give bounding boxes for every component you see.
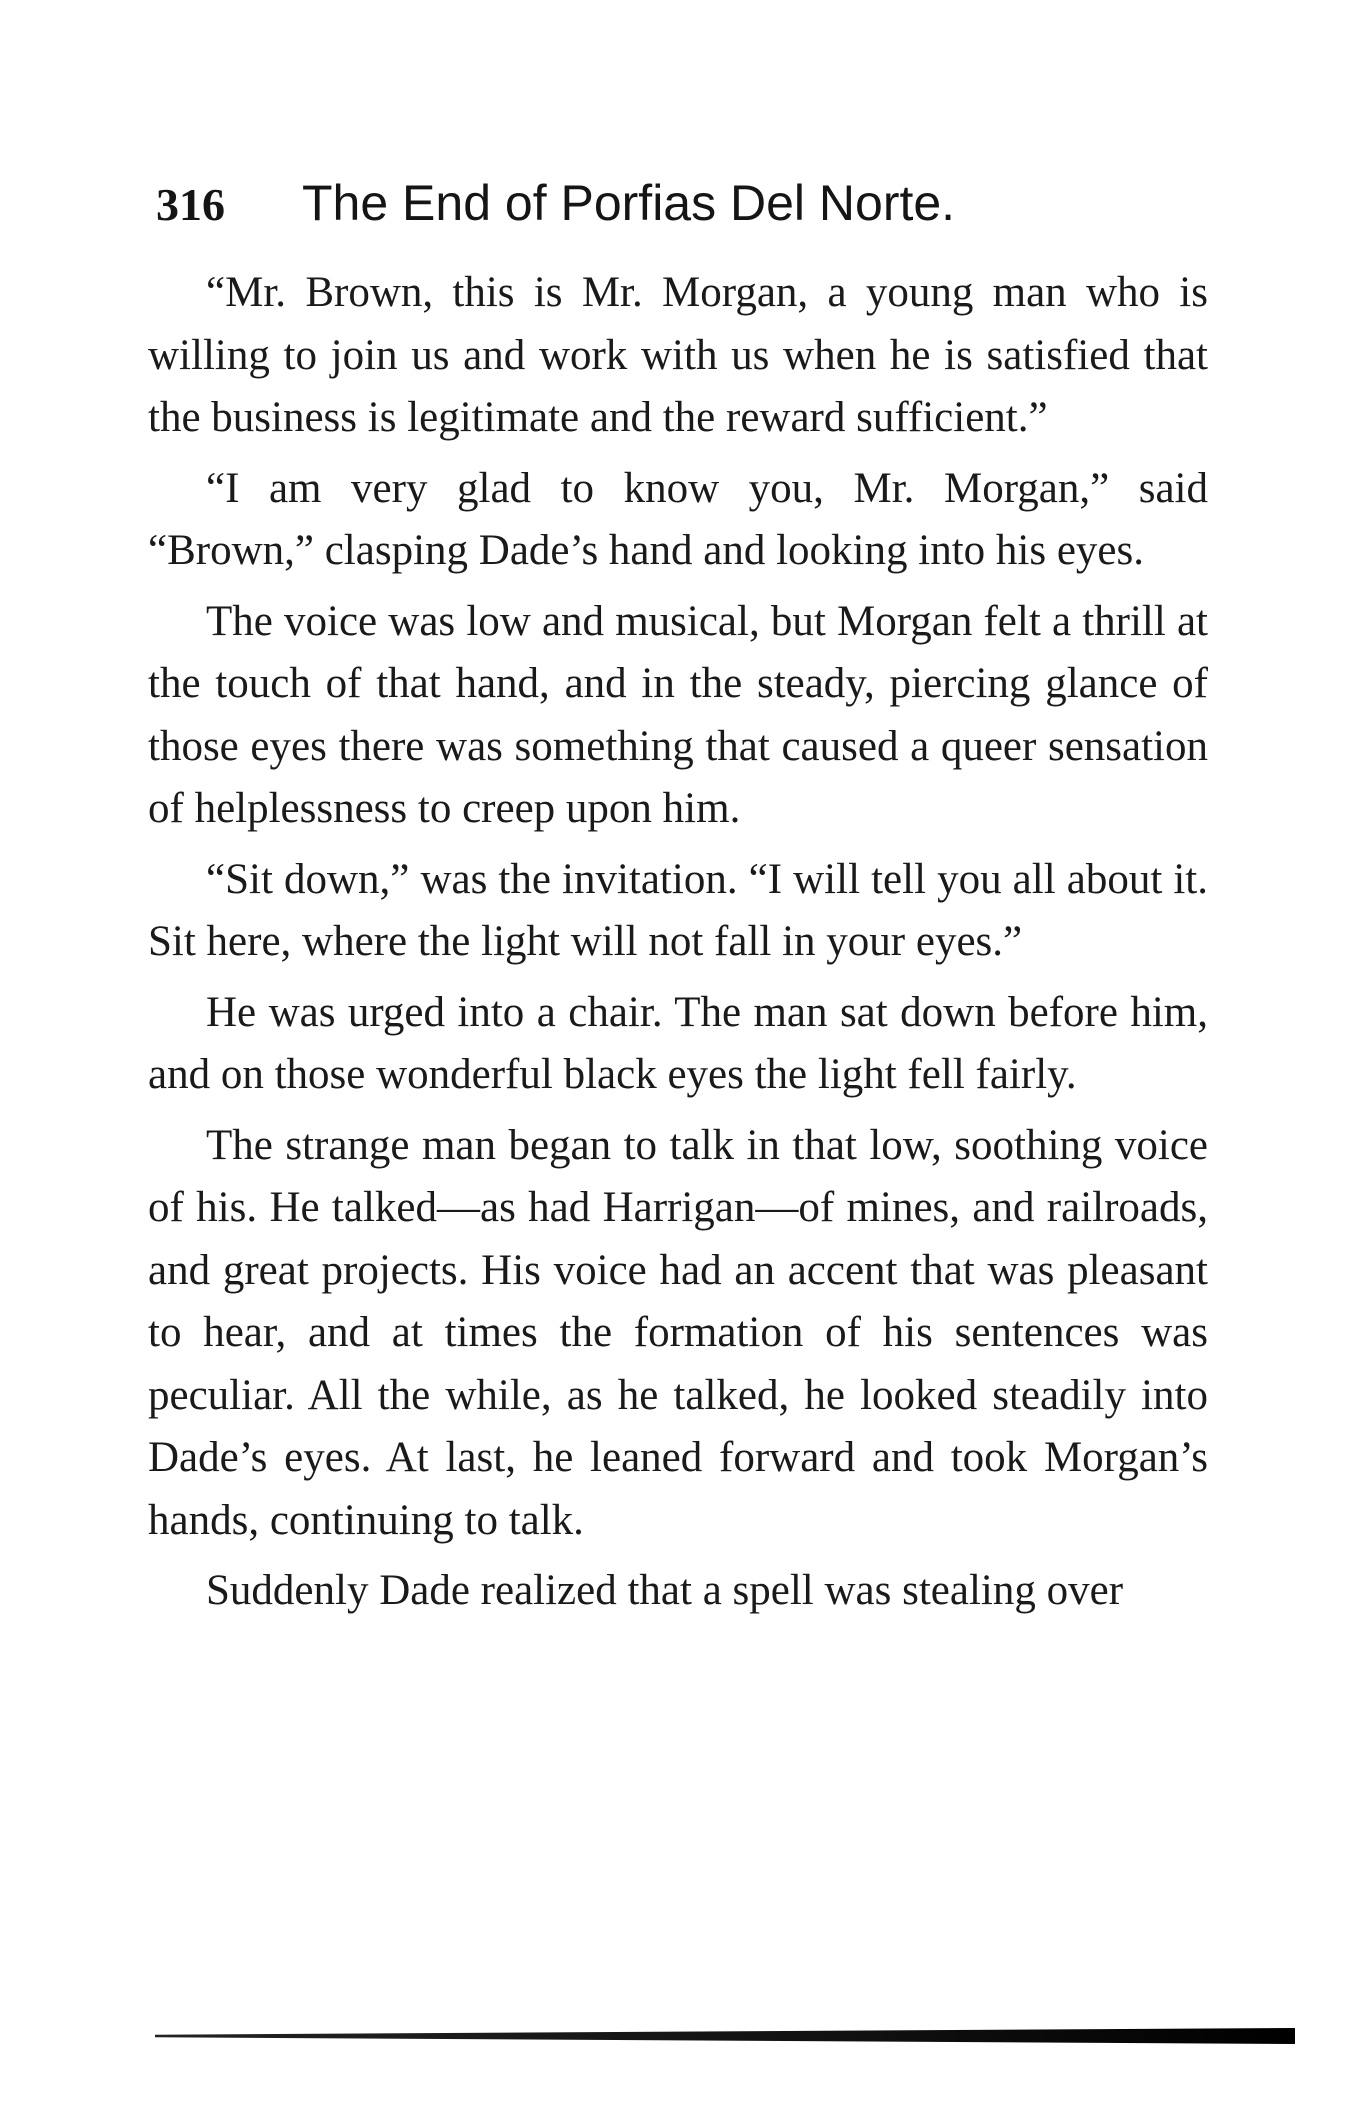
paragraph-voice: The voice was low and musical, but Morgan felt a thrill at the touch of that hand, and in the steady, piercing glance of those eyes there was something that caused a queer sensation of helplessness to creep upon him. <box>148 597 1208 832</box>
paragraph-invitation: “Sit down,” was the invitation. “I will tell you all about it. Sit here, where the light will not fall in your eyes.” <box>148 855 1208 965</box>
running-head <box>156 168 1216 238</box>
paragraph-greeting: “I am very glad to know you, Mr. Morgan,” said “Brown,” clasping Dade’s hand and looking into his eyes. <box>148 464 1208 574</box>
paragraph-talk: The strange man began to talk in that low, soothing voice of his. He talked—as had Harrigan—of mines, and railroads, and great projects. His voice had an accent that was pleasant to hear, and at times the formation of his sentences was peculiar. All the while, as he talked, he looked steadily into Dade’s eyes. At last, he leaned forward and took Morgan’s hands, continuing to talk. <box>148 1121 1208 1544</box>
page-number: 316 <box>156 179 225 230</box>
bottom-rule <box>155 2028 1295 2044</box>
running-title: The End of Porfias Del Norte. <box>302 175 956 231</box>
body-text <box>148 262 1208 1631</box>
paragraph-spell: Suddenly Dade realized that a spell was stealing over <box>206 1567 1124 1614</box>
paragraph-chair: He was urged into a chair. The man sat down before him, and on those wonderful black eyes the light fell fairly. <box>148 988 1208 1098</box>
paragraph-introduction: “Mr. Brown, this is Mr. Morgan, a young man who is willing to join us and work with us when he is satisfied that the business is legitimate and the reward sufficient.” <box>148 269 1208 441</box>
